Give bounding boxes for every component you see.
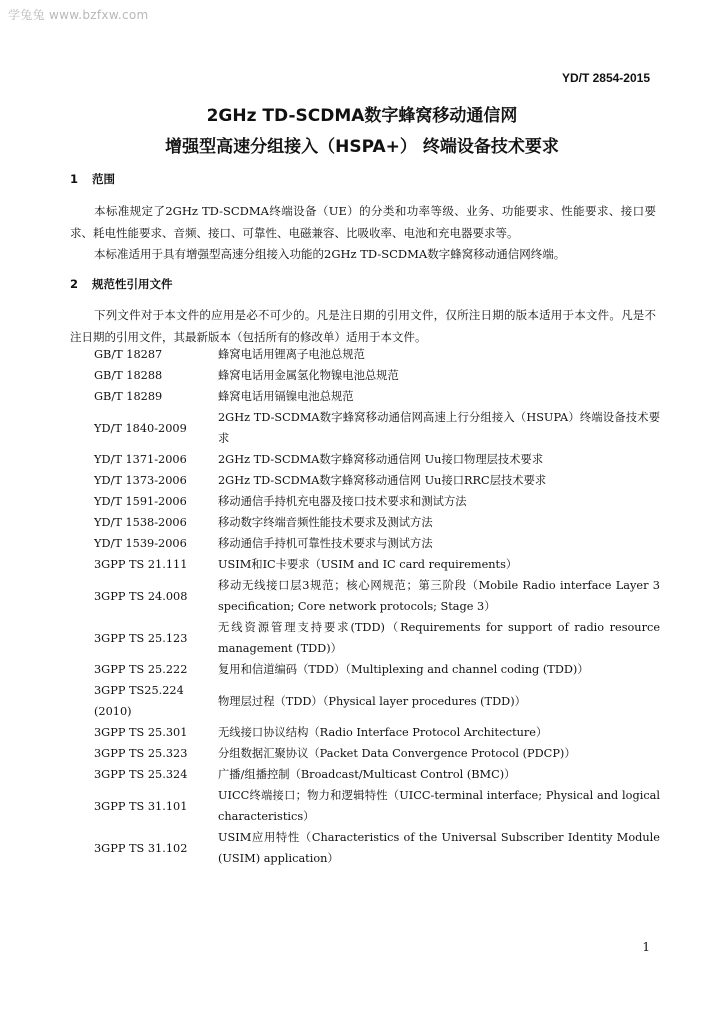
reference-title: USIM应用特性（Characteristics of the Universal Subscriber Identity Module (USIM) application） [218, 831, 660, 865]
reference-code: 3GPP TS 25.123 [94, 631, 188, 645]
reference-title: 2GHz TD-SCDMA数字蜂窝移动通信网 Uu接口RRC层技术要求 [218, 474, 547, 487]
section-title: 规范性引用文件 [92, 277, 173, 291]
reference-code: 3GPP TS 21.111 [94, 558, 188, 571]
reference-title: 无线接口协议结构（Radio Interface Protocol Architecture） [218, 726, 548, 739]
reference-title: 复用和信道编码（TDD）（Multiplexing and channel coding (TDD)） [218, 663, 589, 676]
section-heading-scope [70, 171, 115, 187]
section-heading-normative-references [70, 276, 173, 292]
reference-item [70, 659, 660, 680]
reference-item [70, 449, 660, 470]
reference-title: 蜂窝电话用镉镍电池总规范 [218, 390, 354, 403]
reference-code: 3GPP TS25.224 (2010) [94, 684, 184, 718]
page-number: 1 [642, 940, 650, 954]
reference-item [70, 722, 660, 743]
reference-code: YD/T 1538-2006 [94, 516, 187, 529]
reference-item [70, 407, 660, 449]
reference-item [70, 827, 660, 869]
reference-title: UICC终端接口；物力和逻辑特性（UICC-terminal interface; Physical and logical characteristics） [218, 789, 660, 823]
document-number: YD/T 2854-2015 [561, 71, 650, 85]
reference-code: GB/T 18289 [94, 390, 163, 403]
reference-code: YD/T 1539-2006 [94, 537, 187, 550]
reference-code: 3GPP TS 31.101 [94, 799, 188, 813]
reference-item [70, 617, 660, 659]
reference-code: 3GPP TS 25.324 [94, 768, 188, 781]
reference-code: YD/T 1371-2006 [94, 453, 187, 466]
reference-title: USIM和IC卡要求（USIM and IC card requirements） [218, 558, 518, 571]
section-number: 1 [70, 172, 79, 186]
reference-item [70, 470, 660, 491]
reference-title: 2GHz TD-SCDMA数字蜂窝移动通信网高速上行分组接入（HSUPA）终端设备技术要求 [218, 411, 660, 445]
section-title: 范围 [92, 172, 115, 186]
reference-item [70, 533, 660, 554]
reference-item [70, 575, 660, 617]
document-title-line1: 2GHz TD-SCDMA数字蜂窝移动通信网 [206, 106, 518, 126]
references-intro-paragraph: 下列文件对于本文件的应用是必不可少的。凡是注日期的引用文件，仅所注日期的版本适用于本文件。凡是不注日期的引用文件，其最新版本（包括所有的修改单）适用于本文件。 [70, 308, 656, 344]
reference-title: 无线资源管理支持要求(TDD)（Requirements for support of radio resource management (TDD)） [218, 621, 660, 655]
reference-title: 蜂窝电话用锂离子电池总规范 [218, 348, 365, 361]
reference-item [70, 344, 660, 365]
section-number: 2 [70, 277, 79, 291]
watermark: 学兔兔 www.bzfxw.com [8, 8, 149, 22]
reference-code: YD/T 1373-2006 [94, 474, 187, 487]
reference-code: GB/T 18288 [94, 369, 163, 382]
reference-code: 3GPP TS 24.008 [94, 589, 188, 603]
reference-item [70, 365, 660, 386]
reference-title: 分组数据汇聚协议（Packet Data Convergence Protocol (PDCP)） [218, 747, 576, 760]
reference-title: 移动无线接口层3规范；核心网规范；第三阶段（Mobile Radio interface Layer 3 specification; Core network protocols; Stage 3） [218, 579, 660, 613]
reference-item [70, 554, 660, 575]
reference-item [70, 680, 660, 722]
reference-code: 3GPP TS 31.102 [94, 841, 188, 855]
document-title-line2: 增强型高速分组接入（HSPA+） 终端设备技术要求 [165, 137, 559, 157]
reference-code: 3GPP TS 25.323 [94, 747, 188, 760]
reference-title: 移动数字终端音频性能技术要求及测试方法 [218, 516, 433, 529]
reference-item [70, 764, 660, 785]
reference-list [70, 344, 660, 869]
reference-code: YD/T 1591-2006 [94, 495, 187, 508]
reference-item [70, 785, 660, 827]
reference-code: YD/T 1840-2009 [94, 421, 187, 435]
reference-title: 移动通信手持机可靠性技术要求与测试方法 [218, 537, 433, 550]
scope-paragraph-2: 本标准适用于具有增强型高速分组接入功能的2GHz TD-SCDMA数字蜂窝移动通信网终端。 [94, 247, 566, 261]
reference-item [70, 512, 660, 533]
scope-paragraph-1: 本标准规定了2GHz TD-SCDMA终端设备（UE）的分类和功率等级、业务、功能要求、性能要求、接口要求、耗电性能要求、音频、接口、可靠性、电磁兼容、比吸收率、电池和充电器要求等。 [70, 204, 656, 240]
reference-code: 3GPP TS 25.222 [94, 663, 188, 676]
reference-item [70, 386, 660, 407]
reference-title: 蜂窝电话用金属氢化物镍电池总规范 [218, 369, 399, 382]
reference-title: 广播/组播控制（Broadcast/Multicast Control (BMC)） [218, 768, 516, 781]
reference-title: 移动通信手持机充电器及接口技术要求和测试方法 [218, 495, 467, 508]
reference-title: 2GHz TD-SCDMA数字蜂窝移动通信网 Uu接口物理层技术要求 [218, 453, 544, 466]
reference-item [70, 491, 660, 512]
reference-item [70, 743, 660, 764]
reference-code: GB/T 18287 [94, 348, 163, 361]
reference-title: 物理层过程（TDD）（Physical layer procedures (TDD)） [218, 694, 526, 708]
reference-code: 3GPP TS 25.301 [94, 726, 188, 739]
